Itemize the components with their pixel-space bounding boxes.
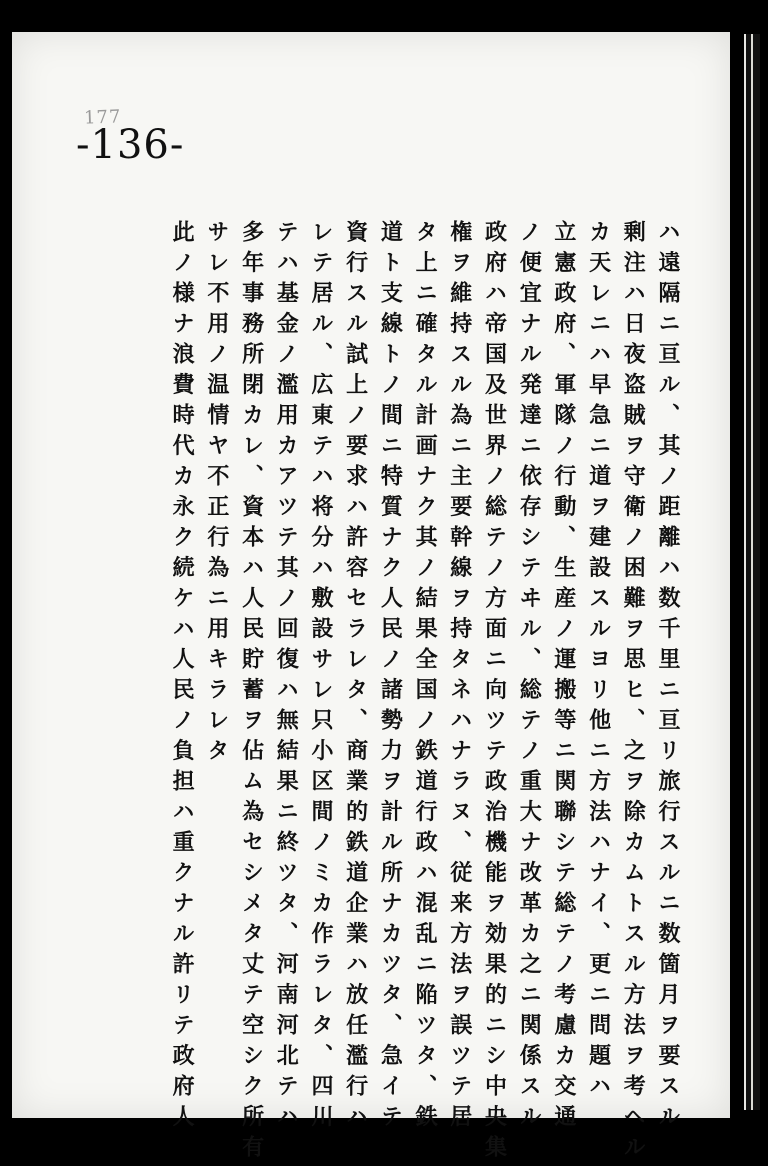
pencil-annotation: 177	[83, 106, 122, 129]
text-line: テハ基金ノ濫用カアツテ其ノ回復ハ無結果ニ終ツタ、河南河北テハ	[273, 220, 300, 1135]
text-line: ノ便宜ナル発達ニ依存シテヰル、総テノ重大ナ改革カ之ニ関係スル	[516, 220, 543, 1135]
text-line: タ上ニ確タル計画ナク其ノ結果全国ノ鉄道行政ハ混乱ニ陥ツタ、鉄	[412, 220, 439, 1135]
text-line: 多年事務所閉カレ、資本ハ人民貯蓄ヲ佔ム為セシメタ丈テ空シク所有	[238, 220, 265, 1166]
text-line: 剰注ハ日夜盗賊ヲ守衛ノ困難ヲ思ヒ、之ヲ除カムトスル方法ヲ考ヘル	[620, 220, 647, 1166]
text-line: 権ヲ維持スル為ニ主要幹線ヲ持タネハナラヌ、従来方法ヲ誤ツテ居	[446, 220, 473, 1135]
text-line: サレ不用ノ温情ヤ不正行為ニ用キラレタ	[203, 220, 230, 769]
text-line: 政府ハ帝国及世界ノ総テノ方面ニ向ツテ政治機能ヲ効果的ニシ中央集	[481, 220, 508, 1166]
text-line: レテ居ル、広東テハ将分ハ敷設サレ只小区間ノミカ作ラレタ、四川	[307, 220, 334, 1135]
text-line: 資行スル試上ノ要求ハ許容セラレタ、商業的鉄道企業ハ放任濫行ハ	[342, 220, 369, 1135]
text-line: 此ノ様ナ浪費時代カ永ク続ケハ人民ノ負担ハ重クナル許リテ政府人	[169, 220, 196, 1135]
text-line: カ天レニハ早急ニ道ヲ建設スルヨリ他ニ方法ハナイ、更ニ問題ハ	[585, 220, 612, 1105]
text-line: 立憲政府、軍隊ノ行動、生産ノ運搬等ニ関聯シテ総テノ考慮カ交通	[550, 220, 577, 1135]
page-number: -136-	[76, 122, 185, 168]
page-edge	[744, 34, 760, 1110]
text-line: 道ト支線トノ間ニ特質ナク人民ノ諸勢力ヲ計ル所ナカツタ、急イテ	[377, 220, 404, 1135]
body-text	[95, 220, 685, 1166]
text-line: ハ遠隔ニ亘ル、其ノ距離ハ数千里ニ亘リ旅行スルニ数箇月ヲ要スル	[655, 220, 681, 1135]
